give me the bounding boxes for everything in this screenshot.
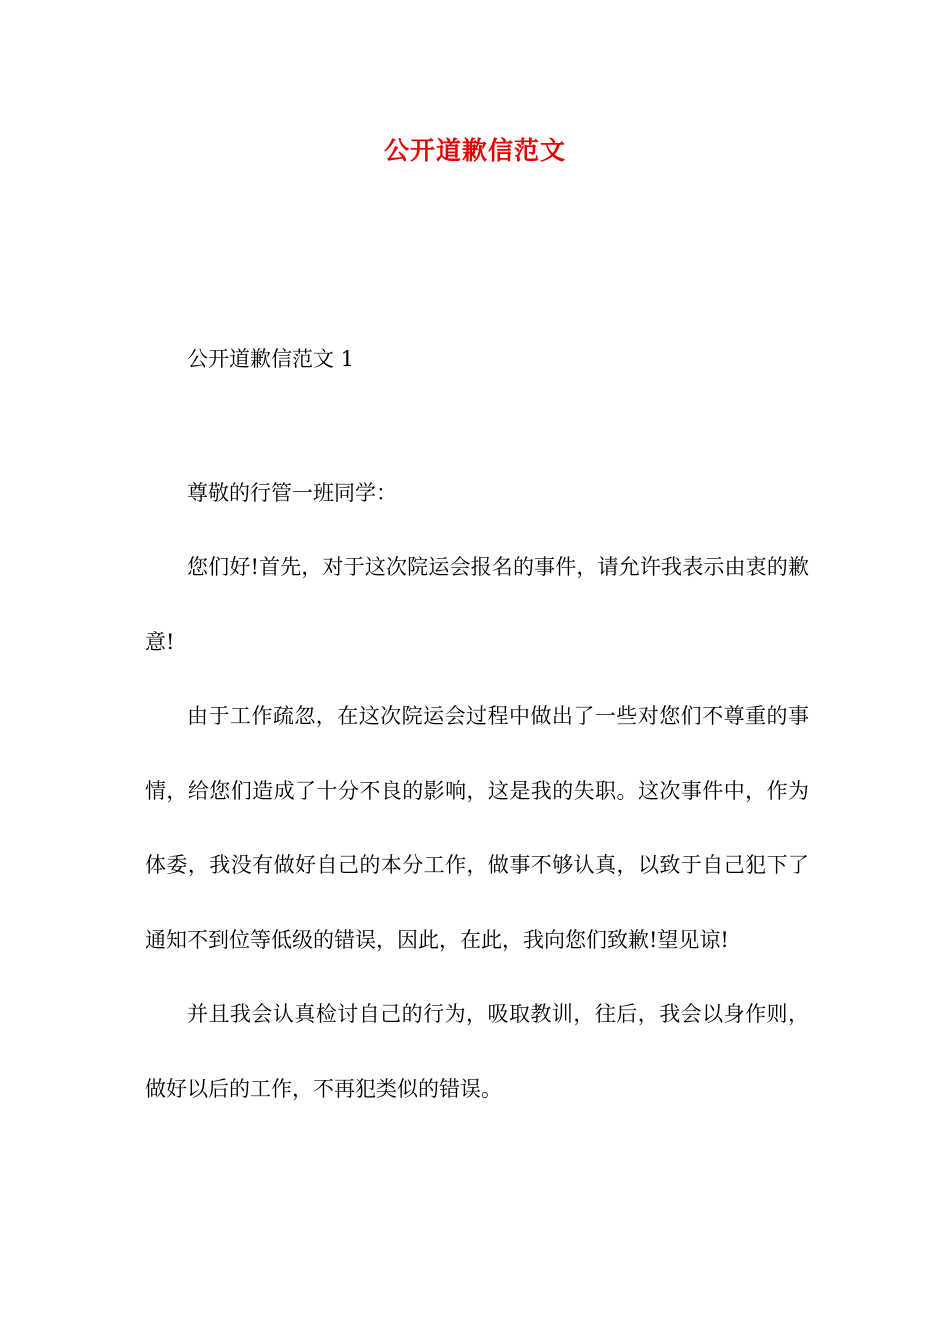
letter-salutation-text: 尊敬的行管一班同学： [187,481,397,505]
letter-salutation [145,456,809,531]
letter-paragraph-2: 由于工作疏忽，在这次院运会过程中做出了一些对您们不尊重的事情，给您们造成了十分不良的影响，这是我的失职。这次事件中，作为体委，我没有做好自己的本分工作，做事不够认真，以致于自己犯下了通知不到位等低级的错误，因此，在此，我向您们致歉!望见谅! [145,704,809,952]
letter-body [145,530,809,1126]
letter-subtitle-text: 公开道歉信范文 1 [187,347,355,371]
letter-paragraph-3: 并且我会认真检讨自己的行为，吸取教训，往后，我会以身作则，做好以后的工作，不再犯类似的错误。 [145,1002,809,1101]
document-title: 公开道歉信范文 [383,136,566,165]
letter-paragraph-1: 您们好!首先，对于这次院运会报名的事件，请允许我表示由衷的歉意! [145,555,809,654]
letter-subtitle [145,322,809,397]
